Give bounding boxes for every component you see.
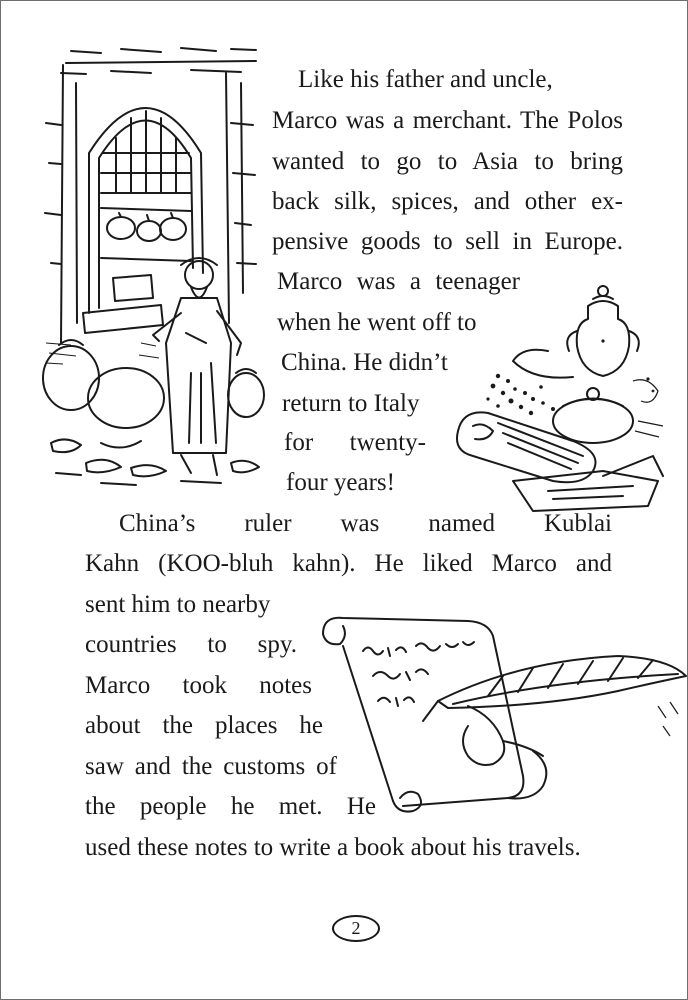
scroll-and-quill-illustration — [318, 606, 688, 818]
page-number-text: 2 — [351, 918, 361, 938]
paragraph1-line-11: four years! — [286, 469, 395, 496]
paragraph1-line-10: for twenty- — [284, 429, 426, 456]
silk-and-spices-illustration — [453, 281, 668, 513]
paragraph1-line-2: Marco was a merchant. The Polos — [272, 107, 623, 134]
paragraph2-line-9: used these notes to write a book about his travels. — [85, 834, 581, 861]
paragraph2-line-1: China’s ruler was named Kublai — [119, 510, 612, 537]
paragraph1-line-1: Like his father and uncle, — [298, 66, 553, 93]
merchant-in-doorway-illustration — [41, 43, 266, 488]
paragraph1-line-3: wanted to go to Asia to bring — [272, 148, 623, 175]
paragraph2-line-7: saw and the customs of — [85, 753, 337, 780]
paragraph2-line-2: Kahn (KOO-bluh kahn). He liked Marco and — [85, 550, 612, 577]
paragraph1-line-7: when he went off to — [277, 309, 477, 336]
paragraph1-line-4: back silk, spices, and other ex- — [272, 188, 623, 215]
paragraph1-line-9: return to Italy — [282, 390, 420, 417]
paragraph2-line-5: Marco took notes — [85, 672, 312, 699]
paragraph1-line-6: Marco was a teenager — [277, 268, 520, 295]
paragraph1-line-5: pensive goods to sell in Europe. — [272, 228, 623, 255]
paragraph2-line-8: the people he met. He — [85, 793, 376, 820]
paragraph2-line-4: countries to spy. — [85, 631, 297, 658]
paragraph1-line-8: China. He didn’t — [281, 349, 448, 376]
paragraph2-line-3: sent him to nearby — [85, 591, 271, 618]
page-number — [332, 915, 380, 942]
paragraph2-line-6: about the places he — [85, 712, 323, 739]
